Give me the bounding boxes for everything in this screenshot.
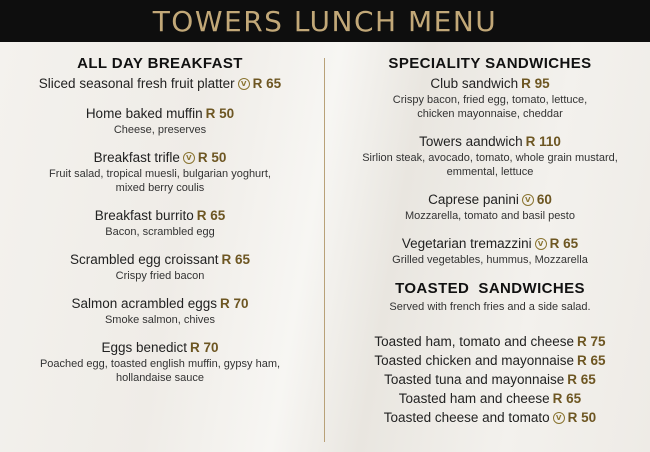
menu-item <box>330 408 650 427</box>
menu-item-line <box>330 351 650 370</box>
section-title-breakfast: ALL DAY BREAKFAST <box>77 55 243 72</box>
left-column <box>0 50 320 397</box>
menu-item-line <box>330 408 650 427</box>
menu-item-price: R 65 <box>577 353 606 368</box>
menu-item <box>330 351 650 370</box>
menu-item <box>0 295 320 327</box>
menu-header <box>0 0 650 42</box>
column-divider <box>324 58 325 442</box>
menu-item-line <box>330 191 650 209</box>
menu-item <box>330 133 650 179</box>
menu-item-line <box>0 339 320 357</box>
menu-item-description: Bacon, scrambled egg <box>105 226 215 238</box>
sandwich-items <box>330 75 650 267</box>
menu-item-price: R 50 <box>567 410 597 425</box>
vegetarian-icon: V <box>522 194 534 206</box>
menu-item <box>330 191 650 223</box>
menu-item-price: R 65 <box>221 252 251 267</box>
menu-item-price: R 110 <box>525 134 561 149</box>
menu-item-name: Toasted cheese and tomato <box>383 410 550 425</box>
menu-item-line <box>0 251 320 269</box>
menu-item-line <box>330 75 650 93</box>
menu-item-description: Poached egg, toasted english muffin, gypsy ham, <box>39 358 281 370</box>
menu-item-line <box>330 235 650 253</box>
menu-item-description: chicken mayonnaise, cheddar <box>417 108 563 120</box>
menu-item-description: Mozzarella, tomato and basil pesto <box>405 210 575 222</box>
menu-item-name: Scrambled egg croissant <box>69 252 219 267</box>
section-title-toasted: TOASTED SANDWICHES <box>395 280 585 297</box>
menu-item-name: Vegetarian tremazzini <box>401 236 532 251</box>
menu-item <box>330 75 650 121</box>
menu-item-description: Crispy bacon, fried egg, tomato, lettuce, <box>392 94 588 106</box>
vegetarian-icon: V <box>553 412 565 424</box>
menu-item-name: Toasted ham and cheese <box>398 391 550 406</box>
menu-item-line <box>330 332 650 351</box>
menu-item-description: hollandaise sauce <box>115 372 205 384</box>
menu-item-name: Toasted tuna and mayonnaise <box>384 372 565 387</box>
menu-item <box>0 75 320 93</box>
menu-item <box>330 235 650 267</box>
menu-item <box>0 207 320 239</box>
section-title-sandwiches: SPECIALITY SANDWICHES <box>388 55 592 72</box>
menu-item-price: R 65 <box>252 76 282 91</box>
menu-item-name: Breakfast burrito <box>94 208 194 223</box>
menu-item-line <box>0 149 320 167</box>
menu-item-line <box>0 75 320 93</box>
menu-item-price: R 70 <box>190 340 219 355</box>
menu-item <box>0 105 320 137</box>
menu-item <box>330 370 650 389</box>
vegetarian-icon: V <box>183 152 195 164</box>
toasted-subtitle: Served with french fries and a side salad. <box>389 301 591 313</box>
menu-item-description: Grilled vegetables, hummus, Mozzarella <box>392 254 588 266</box>
vegetarian-icon: V <box>238 78 250 90</box>
toasted-items <box>330 332 650 427</box>
menu-item-price: R 75 <box>577 334 606 349</box>
vegetarian-icon: V <box>535 238 547 250</box>
menu-item <box>0 149 320 195</box>
menu-item-name: Toasted chicken and mayonnaise <box>374 353 575 368</box>
menu-item-description: mixed berry coulis <box>115 182 205 194</box>
menu-item-price: R 65 <box>552 391 582 406</box>
menu-item-price: R 65 <box>196 208 226 223</box>
menu-item-name: Home baked muffin <box>85 106 203 121</box>
menu-item-price: R 50 <box>197 150 227 165</box>
menu-item <box>0 339 320 385</box>
menu-item-name: Breakfast trifle <box>93 150 180 165</box>
menu-item-description: Fruit salad, tropical muesli, bulgarian yoghurt, <box>49 168 271 180</box>
menu-item <box>330 332 650 351</box>
menu-item-price: R 65 <box>567 372 596 387</box>
menu-item-price: R 70 <box>220 296 249 311</box>
menu-item-price: R 50 <box>205 106 235 121</box>
toasted-section <box>330 279 650 427</box>
menu-item-description: emmental, lettuce <box>446 166 534 178</box>
menu-item-line <box>0 295 320 313</box>
menu-item-name: Caprese panini <box>428 192 519 207</box>
menu-item-description: Cheese, preserves <box>113 124 207 136</box>
menu-item-line <box>330 133 650 151</box>
breakfast-items <box>0 75 320 385</box>
menu-item-line <box>330 389 650 408</box>
right-column <box>330 50 650 427</box>
menu-item-line <box>0 105 320 123</box>
menu-item-name: Towers aandwich <box>419 134 523 149</box>
menu-title: TOWERS LUNCH MENU <box>152 4 498 38</box>
menu-item-line <box>330 370 650 389</box>
menu-item-description: Smoke salmon, chives <box>104 314 216 326</box>
menu-item-name: Eggs benedict <box>101 340 188 355</box>
menu-item-price: R 95 <box>521 76 550 91</box>
menu-item <box>0 251 320 283</box>
menu-item-price: R 65 <box>549 236 579 251</box>
menu-item-description: Crispy fried bacon <box>115 270 205 282</box>
menu-item <box>330 389 650 408</box>
menu-item-name: Sliced seasonal fresh fruit platter <box>38 76 235 91</box>
menu-item-price: 60 <box>536 192 552 207</box>
menu-item-name: Toasted ham, tomato and cheese <box>374 334 575 349</box>
menu-item-name: Club sandwich <box>430 76 519 91</box>
menu-item-line <box>0 207 320 225</box>
menu-item-name: Salmon acrambled eggs <box>71 296 218 311</box>
menu-item-description: Sirlion steak, avocado, tomato, whole grain mustard, <box>362 152 618 164</box>
